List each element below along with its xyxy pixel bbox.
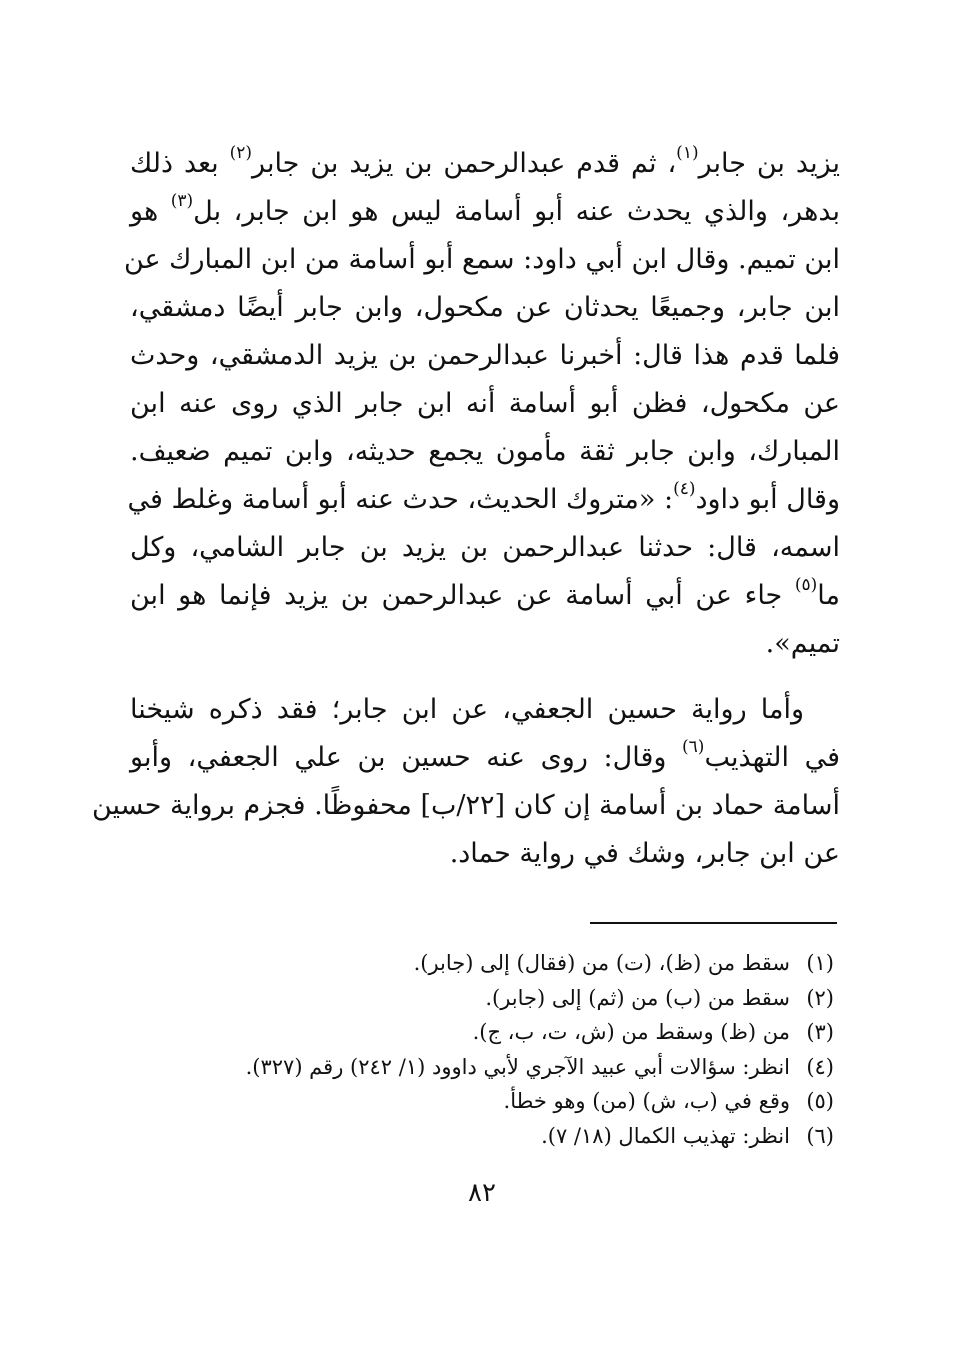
page-number: ٨٢ bbox=[468, 1178, 496, 1208]
text-line: وقال أبو داود$^{(٤)}$: «متروك الحديث، حدث عنه أبو أسامة وغلط في bbox=[127, 479, 840, 515]
paragraph-2 bbox=[91, 686, 840, 878]
text-line: تميم». bbox=[765, 628, 840, 659]
text-line: يزيد بن جابر$^{(١)}$، ثم قدم عبدالرحمن بن يزيد بن جابر$^{(٢)}$ بعد ذلك bbox=[130, 143, 840, 179]
footnote-item bbox=[134, 981, 834, 1016]
footnotes bbox=[134, 946, 834, 1153]
footnote-item bbox=[134, 1119, 834, 1154]
footnote-text: انظر: سؤالات أبي عبيد الآجري لأبي داوود (١/ ٢٤٢) رقم (٣٢٧). bbox=[245, 1054, 790, 1079]
text-line: في التهذيب$^{(٦)}$ وقال: روى عنه حسين بن علي الجعفي، وأبو bbox=[130, 737, 840, 773]
text-line: عن مكحول، فظن أبو أسامة أنه ابن جابر الذي روى عنه ابن bbox=[130, 388, 840, 419]
text-line: ابن جابر، وجميعًا يحدثان عن مكحول، وابن جابر أيضًا دمشقي، bbox=[130, 292, 840, 323]
footnote-marker[interactable]: (٥) bbox=[794, 575, 818, 595]
footnote-text: وقع في (ب، ش) (من) وهو خطأ. bbox=[503, 1089, 790, 1113]
text-line: فلما قدم هذا قال: أخبرنا عبدالرحمن بن يزيد الدمشقي، وحدث bbox=[130, 340, 840, 371]
footnote-item bbox=[134, 946, 834, 981]
footnote-marker[interactable]: (٢) bbox=[229, 143, 253, 163]
footnote-text: سقط من (ظ)، (ت) من (فقال) إلى (جابر). bbox=[413, 951, 790, 975]
footnote-number: (٥) bbox=[806, 1089, 834, 1113]
paragraph-1 bbox=[123, 140, 841, 668]
footnote-number: (٦) bbox=[806, 1123, 834, 1148]
footnote-item bbox=[134, 1050, 834, 1085]
footnote-marker[interactable]: (١) bbox=[676, 143, 699, 163]
footnote-number: (٣) bbox=[806, 1020, 834, 1044]
text-line: بدهر، والذي يحدث عنه أبو أسامة ليس هو ابن جابر، بل$^{(٣)}$ هو bbox=[130, 191, 841, 227]
footnote-item bbox=[134, 1084, 834, 1119]
footnote-number: (١) bbox=[806, 951, 834, 975]
footnote-item bbox=[134, 1015, 834, 1050]
text-line: ابن تميم. وقال ابن أبي داود: سمع أبو أسامة من ابن المبارك عن bbox=[123, 244, 840, 275]
text-line: عن ابن جابر، وشك في رواية حماد. bbox=[449, 838, 840, 869]
text-line: وأما رواية حسين الجعفي، عن ابن جابر؛ فقد ذكره شيخنا bbox=[130, 694, 804, 725]
footnote-text: انظر: تهذيب الكمال (١٨/ ٧). bbox=[541, 1123, 790, 1148]
footnote-marker[interactable]: (٦) bbox=[682, 737, 705, 757]
footnote-number: (٢) bbox=[806, 985, 834, 1010]
footnote-text: من (ظ) وسقط من (ش، ت، ب، ج). bbox=[472, 1020, 790, 1044]
footnote-marker[interactable]: (٤) bbox=[673, 479, 696, 499]
footnote-text: سقط من (ب) من (ثم) إلى (جابر). bbox=[485, 985, 790, 1010]
text-line: ما$^{(٥)}$ جاء عن أبي أسامة عن عبدالرحمن بن يزيد فإنما هو ابن bbox=[130, 575, 840, 611]
main-text bbox=[91, 140, 841, 878]
text-line: أسامة حماد بن أسامة إن كان [٢٢/ب] محفوظًا. فجزم برواية حسين bbox=[91, 790, 840, 821]
text-line: اسمه، قال: حدثنا عبدالرحمن بن يزيد بن جابر الشامي، وكل bbox=[130, 532, 840, 563]
text-line: المبارك، وابن جابر ثقة مأمون يجمع حديثه، وابن تميم ضعيف. bbox=[130, 436, 840, 467]
footnote-separator bbox=[590, 922, 837, 924]
footnote-number: (٤) bbox=[806, 1054, 834, 1079]
footnote-marker[interactable]: (٣) bbox=[170, 191, 194, 211]
